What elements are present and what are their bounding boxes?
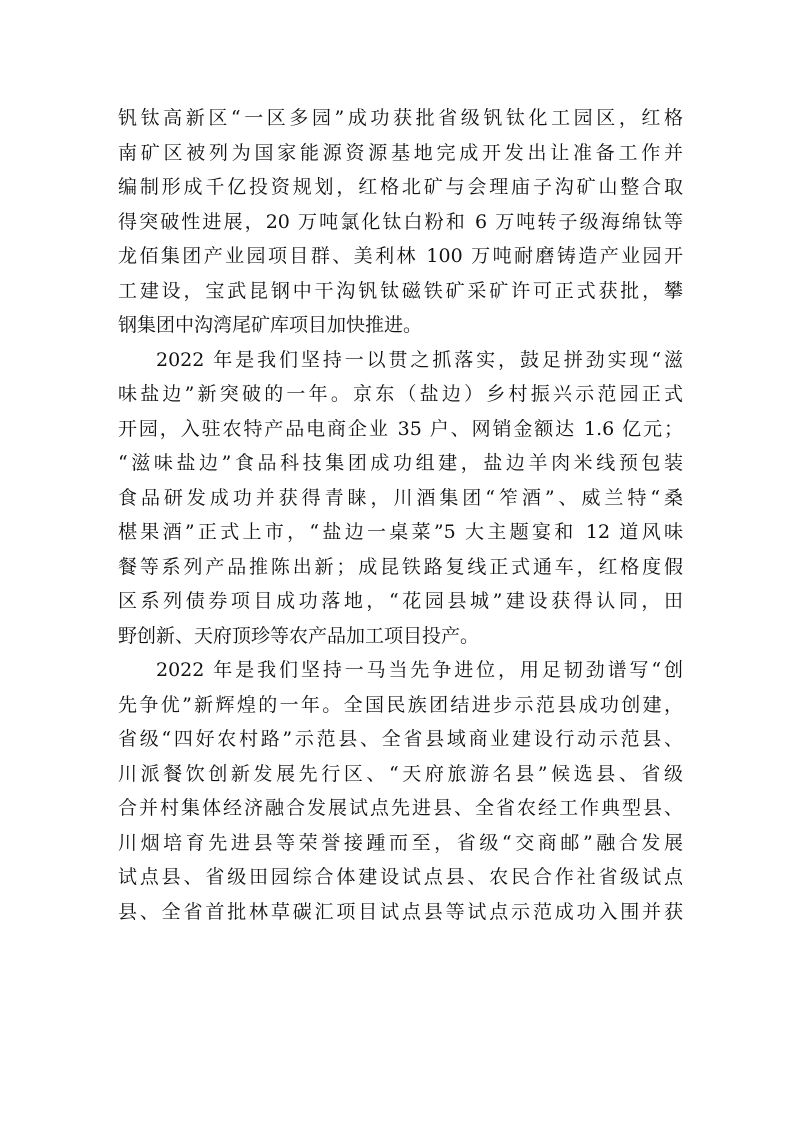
text-line: 龙佰集团产业园项目群、美利林 100 万吨耐磨铸造产业园开 (118, 245, 683, 267)
text-line: 食品研发成功并获得青睐，川酒集团“笮酒”、威兰特“桑 (118, 486, 683, 509)
paragraph-3 (118, 653, 683, 929)
text-line: 省级“四好农村路”示范县、全省县域商业建设行动示范县、 (118, 728, 683, 750)
text-line: 县、全省首批林草碳汇项目试点县等试点示范成功入围并获 (118, 900, 683, 923)
text-line: 得突破性进展，20 万吨氯化钛白粉和 6 万吨转子级海绵钛等 (118, 210, 683, 233)
text-line: 南矿区被列为国家能源资源基地完成开发出让准备工作并 (118, 141, 683, 164)
text-line: 2022 年是我们坚持一以贯之抓落实，鼓足拼劲实现“滋 (156, 348, 683, 371)
text-line: 工建设，宝武昆钢中干沟钒钛磁铁矿采矿许可正式获批，攀 (118, 279, 683, 302)
text-line: 钢集团中沟湾尾矿库项目加快推进。 (118, 314, 423, 336)
text-line: 川派餐饮创新发展先行区、“天府旅游名县”候选县、省级 (118, 762, 683, 785)
text-line: 钒钛高新区“一区多园”成功获批省级钒钛化工园区，红格 (118, 107, 683, 129)
text-line: 味盐边”新突破的一年。京东（盐边）乡村振兴示范园正式 (118, 383, 683, 405)
text-line: 试点县、省级田园综合体建设试点县、农民合作社省级试点 (118, 866, 683, 888)
text-line: 川烟培育先进县等荣誉接踵而至，省级“交商邮”融合发展 (118, 831, 683, 854)
text-line: “滋味盐边”食品科技集团成功组建，盐边羊肉米线预包装 (118, 452, 683, 474)
text-line: 餐等系列产品推陈出新；成昆铁路复线正式通车，红格度假 (118, 555, 683, 578)
text-line: 椹果酒”正式上市，“盐边一桌菜”5 大主题宴和 12 道风味 (118, 521, 683, 543)
text-line: 区系列债券项目成功落地，“花园县城”建设获得认同，田 (118, 590, 683, 612)
text-line: 开园，入驻农特产品电商企业 35 户、网销金额达 1.6 亿元； (118, 417, 683, 440)
body-text (118, 101, 683, 929)
text-line: 野创新、天府顶珍等农产品加工项目投产。 (118, 624, 480, 647)
text-line: 编制形成千亿投资规划，红格北矿与会理庙子沟矿山整合取 (118, 176, 683, 198)
text-line: 先争优”新辉煌的一年。全国民族团结进步示范县成功创建， (118, 693, 683, 716)
text-line: 2022 年是我们坚持一马当先争进位，用足韧劲谱写“创 (156, 659, 683, 681)
text-line: 合并村集体经济融合发展试点先进县、全省农经工作典型县、 (118, 797, 683, 819)
paragraph-2 (118, 343, 683, 654)
paragraph-1 (118, 101, 683, 343)
